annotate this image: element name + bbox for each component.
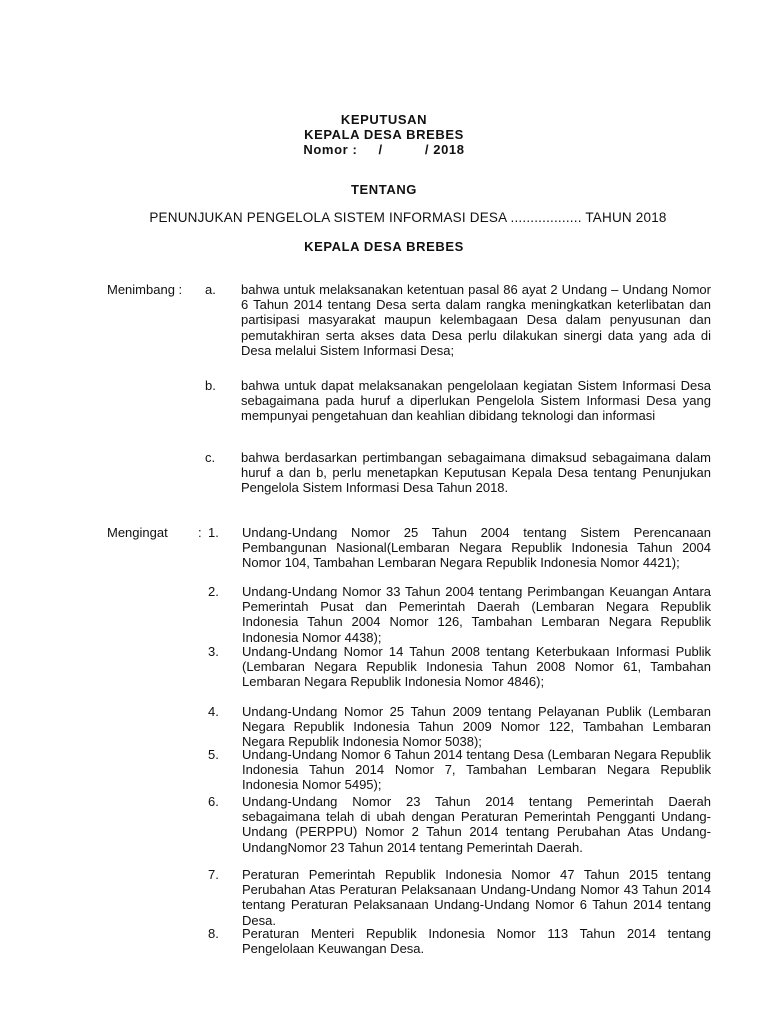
mengingat-marker-8: 8.	[208, 926, 219, 941]
mengingat-item-5: Undang-Undang Nomor 6 Tahun 2014 tentang Desa (Lembaran Negara Republik Indonesia Tahun 2014 Nomor 7, Tambahan Lembaran Negara Republik Indonesia Nomor 5495);	[242, 747, 711, 793]
mengingat-item-1: Undang-Undang Nomor 25 Tahun 2004 tentang Sistem Perencanaan Pembangunan Nasional(Lembaran Negara Republik Indonesia Tahun 2004 Nomor 104, Tambahan Lembaran Negara Republik Indonesia Nomor 4421);	[242, 525, 711, 571]
mengingat-marker-5: 5.	[208, 747, 219, 762]
decree-number: Nomor : / / 2018	[303, 142, 465, 157]
menimbang-item-c: bahwa berdasarkan pertimbangan sebagaimana dimaksud sebagaimana dalam huruf a dan b, perlu menetapkan Keputusan Kepala Desa tentang Penunjukan Pengelola Sistem Informasi Desa Tahun 2018.	[241, 450, 711, 496]
mengingat-marker-7: 7.	[208, 867, 219, 882]
authority-title: KEPALA DESA BREBES	[304, 239, 464, 254]
menimbang-marker-a: a.	[205, 282, 216, 297]
mengingat-item-4: Undang-Undang Nomor 25 Tahun 2009 tentang Pelayanan Publik (Lembaran Negara Republik Indonesia Tahun 2009 Nomor 122, Tambahan Lembaran Negara Republik Indonesia Nomor 5038);	[242, 704, 711, 750]
mengingat-marker-6: 6.	[208, 794, 219, 809]
decree-subject: PENUNJUKAN PENGELOLA SISTEM INFORMASI DESA .................. TAHUN 2018	[149, 210, 667, 225]
menimbang-marker-c: c.	[205, 450, 216, 465]
mengingat-item-2: Undang-Undang Nomor 33 Tahun 2004 tentang Perimbangan Keuangan Antara Pemerintah Pusat dan Pemerintah Daerah (Lembaran Negara Republik Indonesia Tahun 2004 Nomor 126, Tambahan Lembaran Negara Republik Indonesia Nomor 4438);	[242, 584, 711, 645]
issuer-title: KEPALA DESA BREBES	[304, 127, 464, 142]
menimbang-marker-b: b.	[205, 378, 216, 393]
mengingat-item-8: Peraturan Menteri Republik Indonesia Nomor 113 Tahun 2014 tentang Pengelolaan Keuwangan Desa.	[242, 926, 711, 957]
mengingat-marker-2: 2.	[208, 584, 219, 599]
mengingat-label: Mengingat	[107, 525, 168, 540]
mengingat-marker-3: 3.	[208, 644, 219, 659]
menimbang-item-a: bahwa untuk melaksanakan ketentuan pasal 86 ayat 2 Undang – Undang Nomor 6 Tahun 2014 tentang Desa serta dalam rangka meningkatkan keterlibatan dan partisipasi masyarakat maupun kelembagaan Desa dalam penyusunan dan pemutakhiran serta akses data Desa perlu dilakukan sinergi data yang ada di Desa melalui Sistem Informasi Desa;	[241, 282, 711, 358]
mengingat-item-6: Undang-Undang Nomor 23 Tahun 2014 tentang Pemerintah Daerah sebagaimana telah di ubah dengan Peraturan Pemerintah Pengganti Undang-Undang (PERPPU) Nomor 2 Tahun 2014 tentang Perubahan Atas Undang-UndangNomor 23 Tahun 2014 tentang Pemerintah Daerah.	[242, 794, 711, 855]
about-label: TENTANG	[350, 182, 418, 197]
mengingat-item-3: Undang-Undang Nomor 14 Tahun 2008 tentang Keterbukaan Informasi Publik (Lembaran Negara Republik Indonesia Tahun 2008 Nomor 61, Tambahan Lembaran Negara Republik Indonesia Nomor 4846);	[242, 644, 711, 690]
menimbang-label: Menimbang :	[107, 282, 186, 297]
mengingat-colon: :	[198, 525, 202, 540]
mengingat-item-7: Peraturan Pemerintah Republik Indonesia Nomor 47 Tahun 2015 tentang Perubahan Atas Peraturan Pelaksanaan Undang-Undang Nomor 43 Tahun 2014 tentang Peraturan Pelaksanaan Undang-Undang Nomor 6 Tahun 2014 tentang Desa.	[242, 867, 711, 928]
mengingat-marker-4: 4.	[208, 704, 219, 719]
document-title: KEPUTUSAN	[340, 112, 428, 127]
mengingat-marker-1: 1.	[208, 525, 219, 540]
menimbang-item-b: bahwa untuk dapat melaksanakan pengelolaan kegiatan Sistem Informasi Desa sebagaimana pada huruf a diperlukan Pengelola Sistem Informasi Desa yang mempunyai pengetahuan dan keahlian dibidang teknologi dan informasi	[241, 378, 711, 424]
